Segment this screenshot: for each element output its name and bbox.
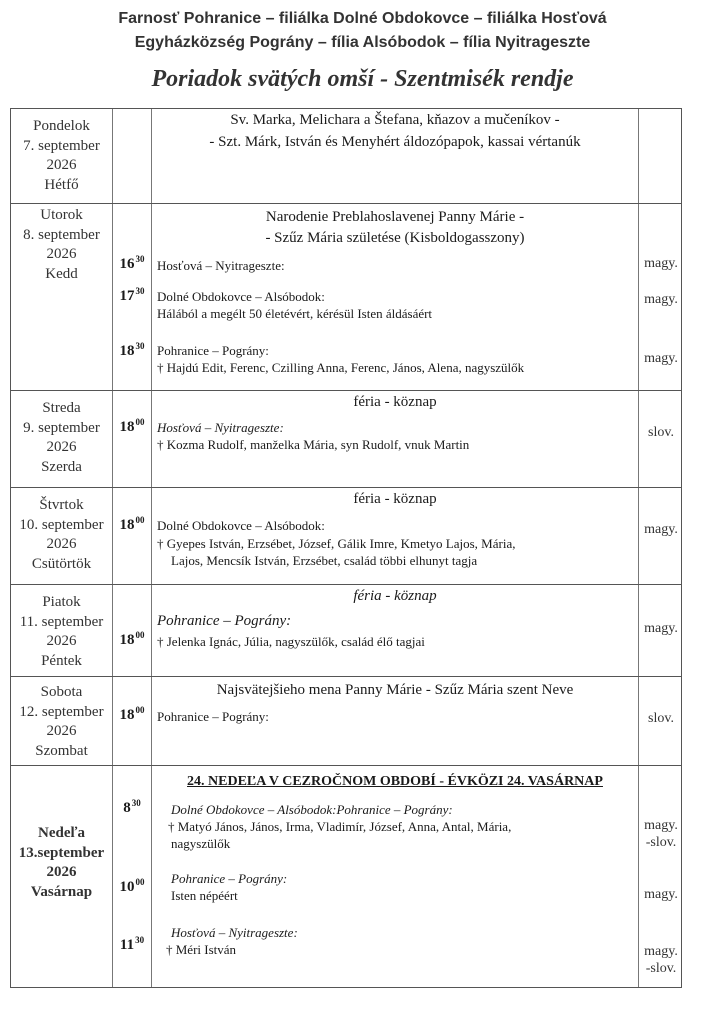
day-name-hu: Vasárnap — [30, 883, 93, 900]
day-row-tuesday — [11, 204, 681, 391]
feast-line: féria - köznap — [353, 491, 437, 507]
parish-header-line1: Farnosť Pohranice – filiálka Dolné Obdokovce – filiálka Hosťová — [118, 10, 607, 27]
mass-intention: † Kozma Rudolf, manželka Mária, syn Rudolf, vnuk Martin — [157, 437, 470, 452]
mass-language: magy. — [644, 818, 678, 833]
mass-time: $11^{30}$ — [119, 935, 145, 953]
mass-intention: Lajos, Mencsík István, Erzsébet, család többi elhunyt tagja — [171, 553, 478, 568]
mass-schedule-table — [10, 108, 682, 988]
day-name-sk: Utorok — [40, 207, 83, 223]
mass-intention: † Matyó János, János, Irma, Vladimír, József, Anna, Antal, Mária, — [168, 819, 512, 834]
day-name-sk: Streda — [42, 400, 81, 416]
day-year: 2026 — [46, 439, 77, 455]
day-name-sk: Sobota — [40, 684, 83, 700]
day-row-saturday — [11, 677, 681, 766]
day-year: 2026 — [46, 536, 77, 552]
day-date: 12. september — [19, 703, 104, 720]
day-year: 2026 — [46, 157, 77, 173]
day-cell — [11, 496, 112, 574]
mass-time: $8^{30}$ — [123, 798, 141, 816]
day-cell — [11, 117, 112, 195]
day-row-thursday — [11, 488, 681, 585]
mass-location: Hosťová – Nyitrageszte: — [157, 420, 284, 435]
day-name-hu: Szombat — [35, 742, 88, 759]
day-date: 10. september — [19, 516, 104, 533]
mass-location: Dolné Obdokovce – Alsóbodok: — [157, 518, 325, 533]
mass-location: Pohranice – Pográny: — [157, 613, 292, 629]
mass-language: -slov. — [645, 961, 677, 976]
mass-location: Hosťová – Nyitrageszte: — [171, 925, 298, 940]
mass-location: Dolné Obdokovce – Alsóbodok:Pohranice – Pográny: — [171, 802, 453, 817]
mass-intention: nagyszülők — [171, 836, 231, 851]
day-date: 13.september — [18, 844, 105, 861]
day-cell — [11, 206, 112, 284]
mass-location: Dolné Obdokovce – Alsóbodok: — [157, 289, 325, 304]
day-row-wednesday — [11, 391, 681, 488]
mass-language: slov. — [648, 711, 674, 726]
mass-intention: Hálából a megélt 50 életévért, kérésül Isten áldásáért — [157, 306, 433, 321]
mass-time: $17^{30}$ — [119, 286, 145, 304]
day-name-sk: Pondelok — [33, 118, 90, 134]
feast-line: 24. NEDEĽA V CEZROČNOM OBDOBÍ - ÉVKÖZI 24. VASÁRNAP — [187, 774, 603, 789]
day-name-sk: Štvrtok — [39, 497, 84, 513]
day-name-hu: Hétfő — [44, 176, 79, 193]
mass-time: $18^{30}$ — [119, 341, 145, 359]
mass-intention: Isten népéért — [171, 888, 238, 903]
mass-time: $10^{00}$ — [119, 877, 145, 895]
mass-language: magy. — [644, 887, 678, 902]
day-year: 2026 — [46, 864, 77, 880]
day-year: 2026 — [46, 246, 77, 262]
day-date: 9. september — [23, 419, 100, 436]
mass-language: magy. — [644, 292, 678, 307]
mass-intention: † Méri István — [166, 942, 237, 957]
day-row-sunday — [11, 766, 681, 987]
page-title: Poriadok svätých omší - Szentmisék rendje — [151, 66, 574, 92]
mass-language: -slov. — [645, 835, 677, 850]
mass-time: $18^{00}$ — [119, 417, 145, 435]
mass-location: Pohranice – Pográny: — [171, 871, 288, 886]
day-name-sk: Nedeľa — [37, 825, 86, 841]
feast-line: féria - köznap — [353, 394, 437, 410]
feast-line: féria - köznap — [353, 588, 437, 604]
day-year: 2026 — [46, 633, 77, 649]
day-date: 11. september — [19, 613, 104, 630]
day-cell — [11, 593, 112, 671]
day-cell — [11, 824, 112, 902]
mass-language: slov. — [648, 425, 674, 440]
day-date: 7. september — [23, 137, 100, 154]
mass-language: magy. — [644, 944, 678, 959]
day-name-hu: Péntek — [41, 652, 82, 669]
day-name-sk: Piatok — [42, 594, 81, 610]
feast-line: - Szt. Márk, István és Menyhért áldozópapok, kassai vértanúk — [209, 134, 581, 150]
mass-language: magy. — [644, 522, 678, 537]
feast-line: - Szűz Mária születése (Kisboldogasszony) — [265, 230, 525, 246]
day-name-hu: Csütörtök — [31, 555, 92, 572]
mass-intention: † Gyepes István, Erzsébet, József, Gálik Imre, Kmetyo Lajos, Mária, — [157, 536, 516, 551]
mass-time: $18^{00}$ — [119, 630, 145, 648]
day-year: 2026 — [46, 723, 77, 739]
mass-intention: † Jelenka Ignác, Júlia, nagyszülők, család élő tagjai — [157, 634, 425, 649]
day-cell — [11, 399, 112, 477]
mass-location: Pohranice – Pográny: — [157, 709, 269, 724]
mass-time: $18^{00}$ — [119, 705, 145, 723]
mass-location: Pohranice – Pográny: — [157, 343, 269, 358]
mass-language: magy. — [644, 621, 678, 636]
parish-header-line2: Egyházközség Pográny – fília Alsóbodok – fília Nyitrageszte — [134, 34, 591, 51]
day-name-hu: Kedd — [45, 265, 78, 282]
day-cell — [11, 683, 112, 761]
day-date: 8. september — [23, 226, 100, 243]
mass-time: $16^{30}$ — [119, 254, 145, 272]
feast-line: Narodenie Preblahoslavenej Panny Márie - — [265, 209, 525, 225]
mass-location: Hosťová – Nyitrageszte: — [157, 258, 285, 273]
feast-line: Sv. Marka, Melichara a Štefana, kňazov a mučeníkov - — [230, 112, 560, 128]
mass-intention: † Hajdú Edit, Ferenc, Czilling Anna, Ferenc, János, Alena, nagyszülők — [157, 360, 525, 375]
mass-language: magy. — [644, 256, 678, 271]
mass-language: magy. — [644, 351, 678, 366]
day-row-monday — [11, 109, 681, 204]
mass-time: $18^{00}$ — [119, 515, 145, 533]
feast-line: Najsvätejšieho mena Panny Márie - Szűz Mária szent Neve — [216, 682, 574, 698]
day-name-hu: Szerda — [41, 458, 82, 475]
day-row-friday — [11, 585, 681, 677]
